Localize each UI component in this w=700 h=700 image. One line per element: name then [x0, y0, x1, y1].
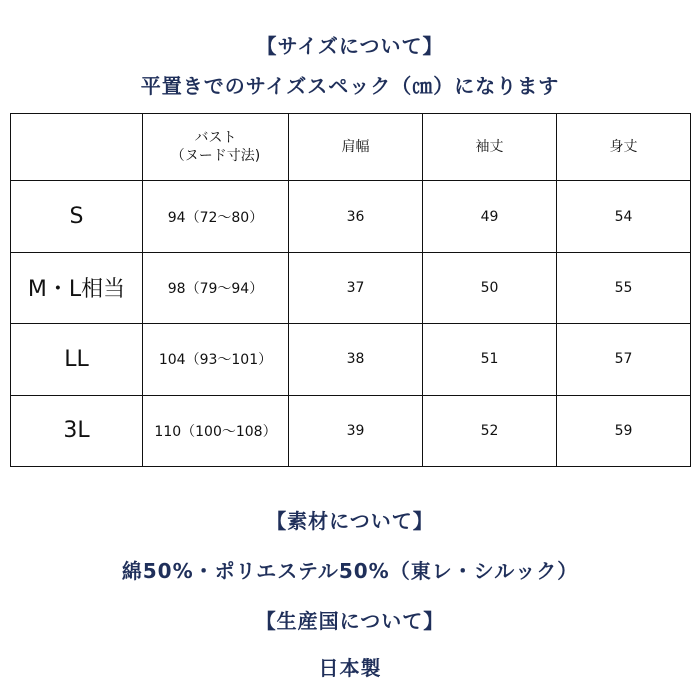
- bust-cell: 94（72〜80）: [143, 181, 289, 252]
- sleeve-cell: 51: [423, 324, 557, 395]
- table-row: [11, 324, 691, 395]
- origin-section-title: 【生産国について】: [255, 609, 445, 633]
- bust-cell: 98（79〜94）: [143, 252, 289, 323]
- table-row: [11, 252, 691, 323]
- material-section-title: 【素材について】: [266, 509, 434, 533]
- shoulder-cell: 37: [289, 252, 423, 323]
- shoulder-column-header: 肩幅: [289, 114, 423, 181]
- table-row: [11, 395, 691, 466]
- length-cell: 57: [557, 324, 691, 395]
- size-label: S: [11, 181, 143, 252]
- length-cell: 55: [557, 252, 691, 323]
- length-cell: 54: [557, 181, 691, 252]
- length-cell: 59: [557, 395, 691, 466]
- material-text: 綿50%・ポリエステル50%（東レ・シルック）: [121, 559, 579, 583]
- bust-column-header: [143, 114, 289, 181]
- bust-header-line1: バスト: [194, 130, 237, 147]
- shoulder-cell: 36: [289, 181, 423, 252]
- size-label: 3L: [11, 395, 143, 466]
- bust-cell: 110（100〜108）: [143, 395, 289, 466]
- size-table: [10, 113, 691, 467]
- table-header-row: [11, 114, 691, 181]
- sleeve-cell: 52: [423, 395, 557, 466]
- table-row: [11, 181, 691, 252]
- bust-cell: 104（93〜101）: [143, 324, 289, 395]
- table-corner-cell: [11, 114, 143, 181]
- sleeve-cell: 50: [423, 252, 557, 323]
- size-label: M・L相当: [11, 252, 143, 323]
- shoulder-cell: 39: [289, 395, 423, 466]
- size-section-title: 【サイズについて】: [256, 34, 444, 58]
- origin-text: 日本製: [318, 656, 382, 680]
- shoulder-cell: 38: [289, 324, 423, 395]
- size-label: LL: [11, 324, 143, 395]
- sleeve-cell: 49: [423, 181, 557, 252]
- size-unit-note: 平置きでのサイズスペック（㎝）になります: [140, 74, 560, 98]
- sleeve-column-header: 袖丈: [423, 114, 557, 181]
- bust-header-line2: （ヌード寸法): [170, 148, 261, 165]
- length-column-header: 身丈: [557, 114, 691, 181]
